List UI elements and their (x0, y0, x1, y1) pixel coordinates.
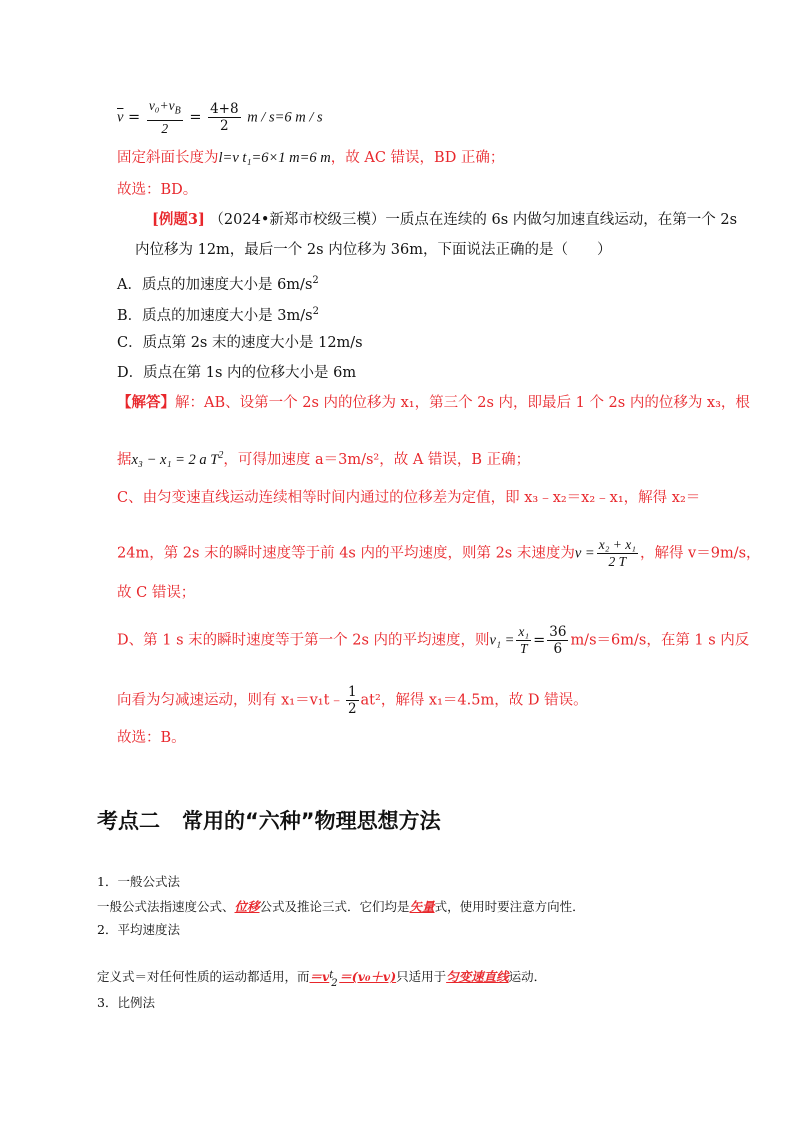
example-3-line2: 内位移为 12m，最后一个 2s 内位移为 36m，下面说法正确的是（ ） (135, 242, 612, 258)
option-d: D．质点在第 1s 内的位移大小是 6m (117, 365, 357, 381)
keyword-uniform-accel: 匀变速直线 (446, 969, 509, 984)
option-text: B．质点的加速度大小是 3m/s (117, 307, 313, 324)
method-2-title: 2．平均速度法 (97, 922, 180, 937)
solution-line4 (117, 537, 761, 570)
formula-text: x₃ − x₁ = 2 a T (131, 451, 219, 468)
text: 定义式＝对任何性质的运动都适用，而 (97, 969, 310, 984)
fraction-denominator: 2 T (608, 554, 627, 569)
text: 一般公式法指速度公式、 (97, 899, 235, 914)
fraction-numerator: 36 (549, 624, 567, 640)
keyword-v-formula: ＝v (309, 969, 330, 984)
solution-tag: 【解答】 (117, 394, 175, 411)
answer-bd: 故选：BD。 (117, 182, 198, 198)
subscript-2: 2 (331, 978, 338, 989)
answer-b: 故选：B。 (117, 730, 186, 746)
fraction-v0-vb (147, 98, 183, 137)
text: ，故 AC 错误，BD 正确； (330, 150, 505, 166)
example-3-line1 (152, 210, 737, 230)
average-velocity-formula (117, 98, 323, 137)
text: D、第 1 s 末的瞬时速度等于第一个 2s 内的平均速度，则 (117, 632, 490, 649)
superscript-2: 2 (218, 450, 224, 461)
velocity-symbol: v = (574, 545, 595, 562)
solution-line7 (117, 684, 588, 717)
superscript-2: 2 (312, 306, 319, 317)
text: 据 (117, 451, 132, 468)
text: 解：AB、设第一个 2s 内的位移为 x₁，第三个 2s 内，即最后 1 个 2s 内的位移为 x₃，根 (175, 395, 750, 411)
text: 向看为匀减速运动，则有 x₁＝v₁t﹣ (117, 692, 344, 709)
fraction-numerator: 1 (347, 684, 357, 700)
text: 公式及推论三式．它们均是 (259, 899, 410, 914)
text: 固定斜面长度为 (117, 150, 219, 166)
fraction-denominator: T (519, 641, 528, 656)
section-title: 常用的“六种”物理思想方法 (182, 809, 441, 833)
fraction-numerator: x₁ (518, 624, 530, 639)
fraction-numerator: x₂ + x₁ (598, 537, 636, 552)
slope-length-line (117, 148, 504, 168)
fraction-denominator: 2 (347, 701, 357, 717)
option-a (117, 271, 319, 295)
fraction-denominator: 2 (161, 120, 169, 136)
option-b (117, 302, 319, 326)
text: 式，使用时要注意方向性． (434, 899, 585, 914)
example-text: （2024•新郑市校级三模）一质点在连续的 6s 内做匀加速直线运动，在第一个 2s (209, 212, 738, 228)
equals: = (189, 109, 202, 126)
solution-line1 (117, 393, 750, 413)
method-2-text (97, 968, 547, 989)
fraction-denominator: 6 (553, 641, 563, 657)
subscript: B (174, 105, 181, 117)
keyword-displacement: 位移 (234, 899, 260, 914)
text: m/s＝6m/s，在第 1 s 内反 (570, 632, 750, 649)
fraction-x1-t (516, 624, 531, 657)
fraction-numerator: v₀+v (148, 98, 175, 113)
length-formula: l=v t₁=6×1 m=6 m (218, 150, 331, 166)
fraction-denominator: 2 (220, 117, 229, 134)
equals: = (533, 632, 546, 649)
keyword-v0-plus-v: ＝(v₀＋v) (339, 969, 397, 984)
text: 只适用于 (396, 969, 447, 984)
section-number: 考点二 (97, 809, 160, 833)
text: 24m，第 2s 末的瞬时速度等于前 4s 内的平均速度，则第 2s 末速度为 (117, 545, 575, 562)
fraction-4-8 (208, 101, 241, 134)
formula-result: m / s=6 m / s (247, 109, 323, 126)
text: 运动． (508, 969, 547, 984)
keyword-vector: 矢量 (409, 899, 435, 914)
solution-line6 (117, 624, 749, 657)
method-1-text (97, 898, 585, 916)
solution-line3: C、由匀变速直线运动连续相等时间内通过的位移差为定值，即 x₃﹣x₂＝x₂﹣x₁，解得 x₂＝ (117, 490, 701, 506)
section-heading (97, 807, 441, 835)
superscript-2: 2 (312, 275, 319, 286)
text: ，可得加速度 a＝3m/s²，故 A 错误，B 正确； (223, 451, 531, 468)
option-text: A．质点的加速度大小是 6m/s (117, 276, 313, 293)
superscript-t: t (329, 970, 334, 981)
method-1-title: 1．一般公式法 (97, 874, 180, 889)
velocity-symbol: v₁ = (489, 632, 515, 649)
text: ，解得 v＝9m/s， (639, 545, 761, 562)
example-tag: [例题3] (152, 211, 205, 228)
equals: = (128, 109, 141, 126)
option-c: C．质点第 2s 末的速度大小是 12m/s (117, 335, 363, 351)
fraction-36-6 (547, 624, 568, 657)
solution-line5: 故 C 错误； (117, 585, 196, 601)
fraction-numerator: 4+8 (210, 100, 239, 117)
method-3-title: 3．比例法 (97, 995, 155, 1010)
fraction-1-2 (346, 684, 359, 717)
difference-formula (132, 452, 224, 468)
fraction-x2-x1 (597, 537, 638, 570)
solution-line2 (117, 446, 530, 470)
v-bar: $\overline{v}$ (117, 109, 124, 126)
text: at²，解得 x₁＝4.5m，故 D 错误。 (360, 692, 588, 709)
